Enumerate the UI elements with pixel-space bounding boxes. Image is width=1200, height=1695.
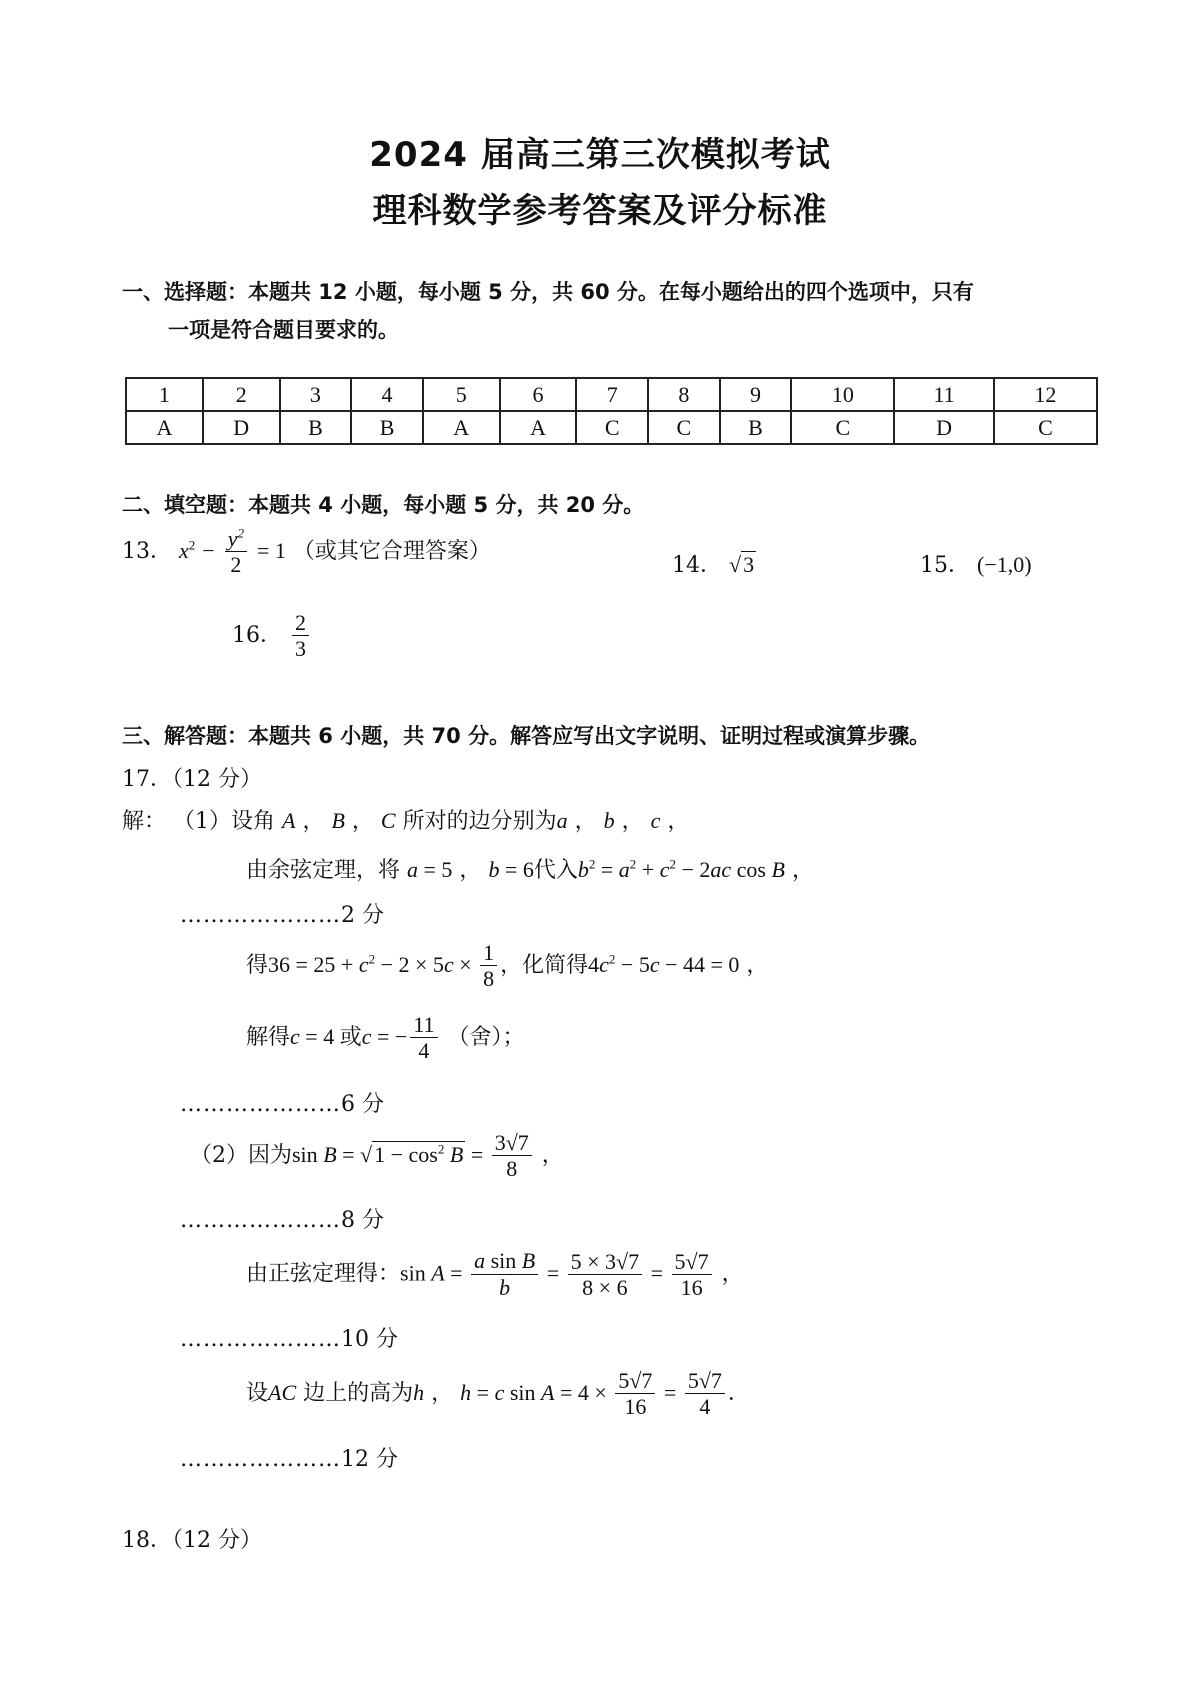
cosine-mid: 代入 [533,858,578,883]
solve-or: 或 [339,1024,362,1050]
score-4: 10 分 [341,1327,398,1352]
height-line: 设AC 边上的高为h ， h = c sin A = 4 × $\frac{5√7}{16}$ = $\frac{5√7}{4}$ ． [246,1368,750,1420]
solve-prefix: 解得 [246,1024,291,1050]
q17-part1-intro: 解： （1）设角 A ， B ， C 所对的边分别为a ， b ， c ， [122,808,690,834]
dots: ………………… [180,903,341,928]
answer-table-answer-cell: A [126,411,203,444]
solve-line: 解得c = 4 或c = − $\frac{11}{4}$ （舍）； [246,1012,525,1064]
score-3: 8 分 [341,1208,384,1233]
height-mid: 边上的高为 [303,1380,414,1406]
answer-table-number-cell: 1 [126,378,203,411]
section2-heading: 二、填空题：本题共 4 小题，每小题 5 分，共 20 分。 [122,493,645,517]
q13-rhs: = 1 [256,537,286,563]
title-line-2: 理科数学参考答案及评分标准 [372,191,828,231]
answer-table-answer-cell: C [791,411,894,444]
answer-table-answer-row [126,411,1097,444]
q13-y: y [227,526,238,551]
section3-heading: 三、解答题：本题共 6 小题，共 70 分。解答应写出文字说明、证明过程或演算步骤。 [122,724,931,748]
score-1: 2 分 [341,903,384,928]
get-prefix: 得 [246,952,269,978]
answer-table-number-cell: 7 [576,378,648,411]
answer-table-answer-cell: C [994,411,1097,444]
q16 [232,610,312,662]
q18-label: 18．（12 分） [122,1528,262,1553]
answer-table-number-cell: 10 [791,378,894,411]
answer-table-answer-cell: D [894,411,994,444]
answer-table-number-cell: 5 [423,378,500,411]
answer-table-answer-cell: A [423,411,500,444]
cosine-prefix: 由余弦定理，将 [246,858,401,883]
answer-table-answer-cell: B [280,411,352,444]
get-mid: ，化简得 [500,952,589,978]
answer-table-number-cell: 9 [720,378,792,411]
sine-law-prefix: 由正弦定理得： [246,1261,401,1287]
answer-table-number-cell: 8 [648,378,720,411]
solution-label: 解： [122,809,167,834]
answer-table-answer-cell: B [351,411,423,444]
score-2: 6 分 [341,1092,384,1117]
section1-heading: 一、选择题：本题共 12 小题，每小题 5 分，共 60 分。在每小题给出的四个选项中，只有 [122,280,974,304]
title-line-1: 2024 届高三第三次模拟考试 [369,135,831,175]
q13-label: 13． [122,538,172,564]
equation-line: 得$36 = 25 + c^2 - 2 \times 5c$ × $\frac{1}{8}$ ，化简得$4c^2 - 5c - 44 = 0$ ， [246,940,769,992]
solve-note: （舍）； [447,1024,525,1050]
answer-table-number-cell: 12 [994,378,1097,411]
section1-heading-cont: 一项是符合题目要求的。 [168,318,399,342]
cosine-law-line: 由余弦定理，将 a = 5 ， b = 6代入$b^2 = a^2 + c^2 - 2ac$ cos B ， [246,856,814,883]
q14-label: 14． [672,553,722,578]
answer-table-number-cell: 4 [351,378,423,411]
q14-value: 3 [743,552,755,577]
dots: ………………… [180,1447,341,1472]
dots: ………………… [180,1327,341,1352]
q13-den: 2 [230,552,242,578]
q13-note: （或其它合理答案） [292,538,491,564]
score-line-4 [180,1322,398,1353]
answer-table-answer-cell: C [576,411,648,444]
height-prefix: 设 [246,1380,269,1406]
score-line-1 [180,898,384,929]
score-5: 12 分 [341,1447,398,1472]
q13-x: x [179,537,189,563]
answer-table-answer-cell: C [648,411,720,444]
q15-value: (−1,0) [977,552,1032,577]
q15 [920,548,1032,579]
answer-table [125,377,1098,445]
dots: ………………… [180,1092,341,1117]
part2-intro: （2）因为 [190,1142,292,1168]
part1-intro: （1）设角 [173,809,276,834]
q13: 13． $x^2$ − $\frac{y^2}{2}$ = 1 （或其它合理答案） [122,525,491,578]
part1-rest: 所对的边分别为 [402,809,557,834]
q14: 14． √3 [672,552,755,578]
score-line-2 [180,1087,384,1118]
answer-table-number-cell: 6 [500,378,577,411]
q16-den: 3 [295,636,306,662]
answer-table-answer-cell: B [720,411,792,444]
q16-num: 2 [292,610,309,636]
part2-line: （2）因为$\sin B = √1 - \cos^2 B$ = $\frac{3√7}{8}$ ， [190,1130,564,1182]
sine-law-line: 由正弦定理得：sin A = $\frac{\text{a sin B}}{b}$ = $\frac{5 \times 3√7}{8 \times 6}$ = $\frac{5√7}{16}$ ， [246,1248,744,1301]
q15-label: 15． [920,553,970,578]
q17-label: 17．（12 分） [122,767,262,792]
answer-table-number-cell: 3 [280,378,352,411]
answer-table-number-cell: 11 [894,378,994,411]
dots: ………………… [180,1208,341,1233]
score-line-3 [180,1203,384,1234]
q16-label: 16． [232,622,282,648]
answer-table-answer-cell: D [203,411,280,444]
answer-table-number-cell: 2 [203,378,280,411]
score-line-5 [180,1442,398,1473]
answer-table-answer-cell: A [500,411,577,444]
answer-table-number-row [126,378,1097,411]
